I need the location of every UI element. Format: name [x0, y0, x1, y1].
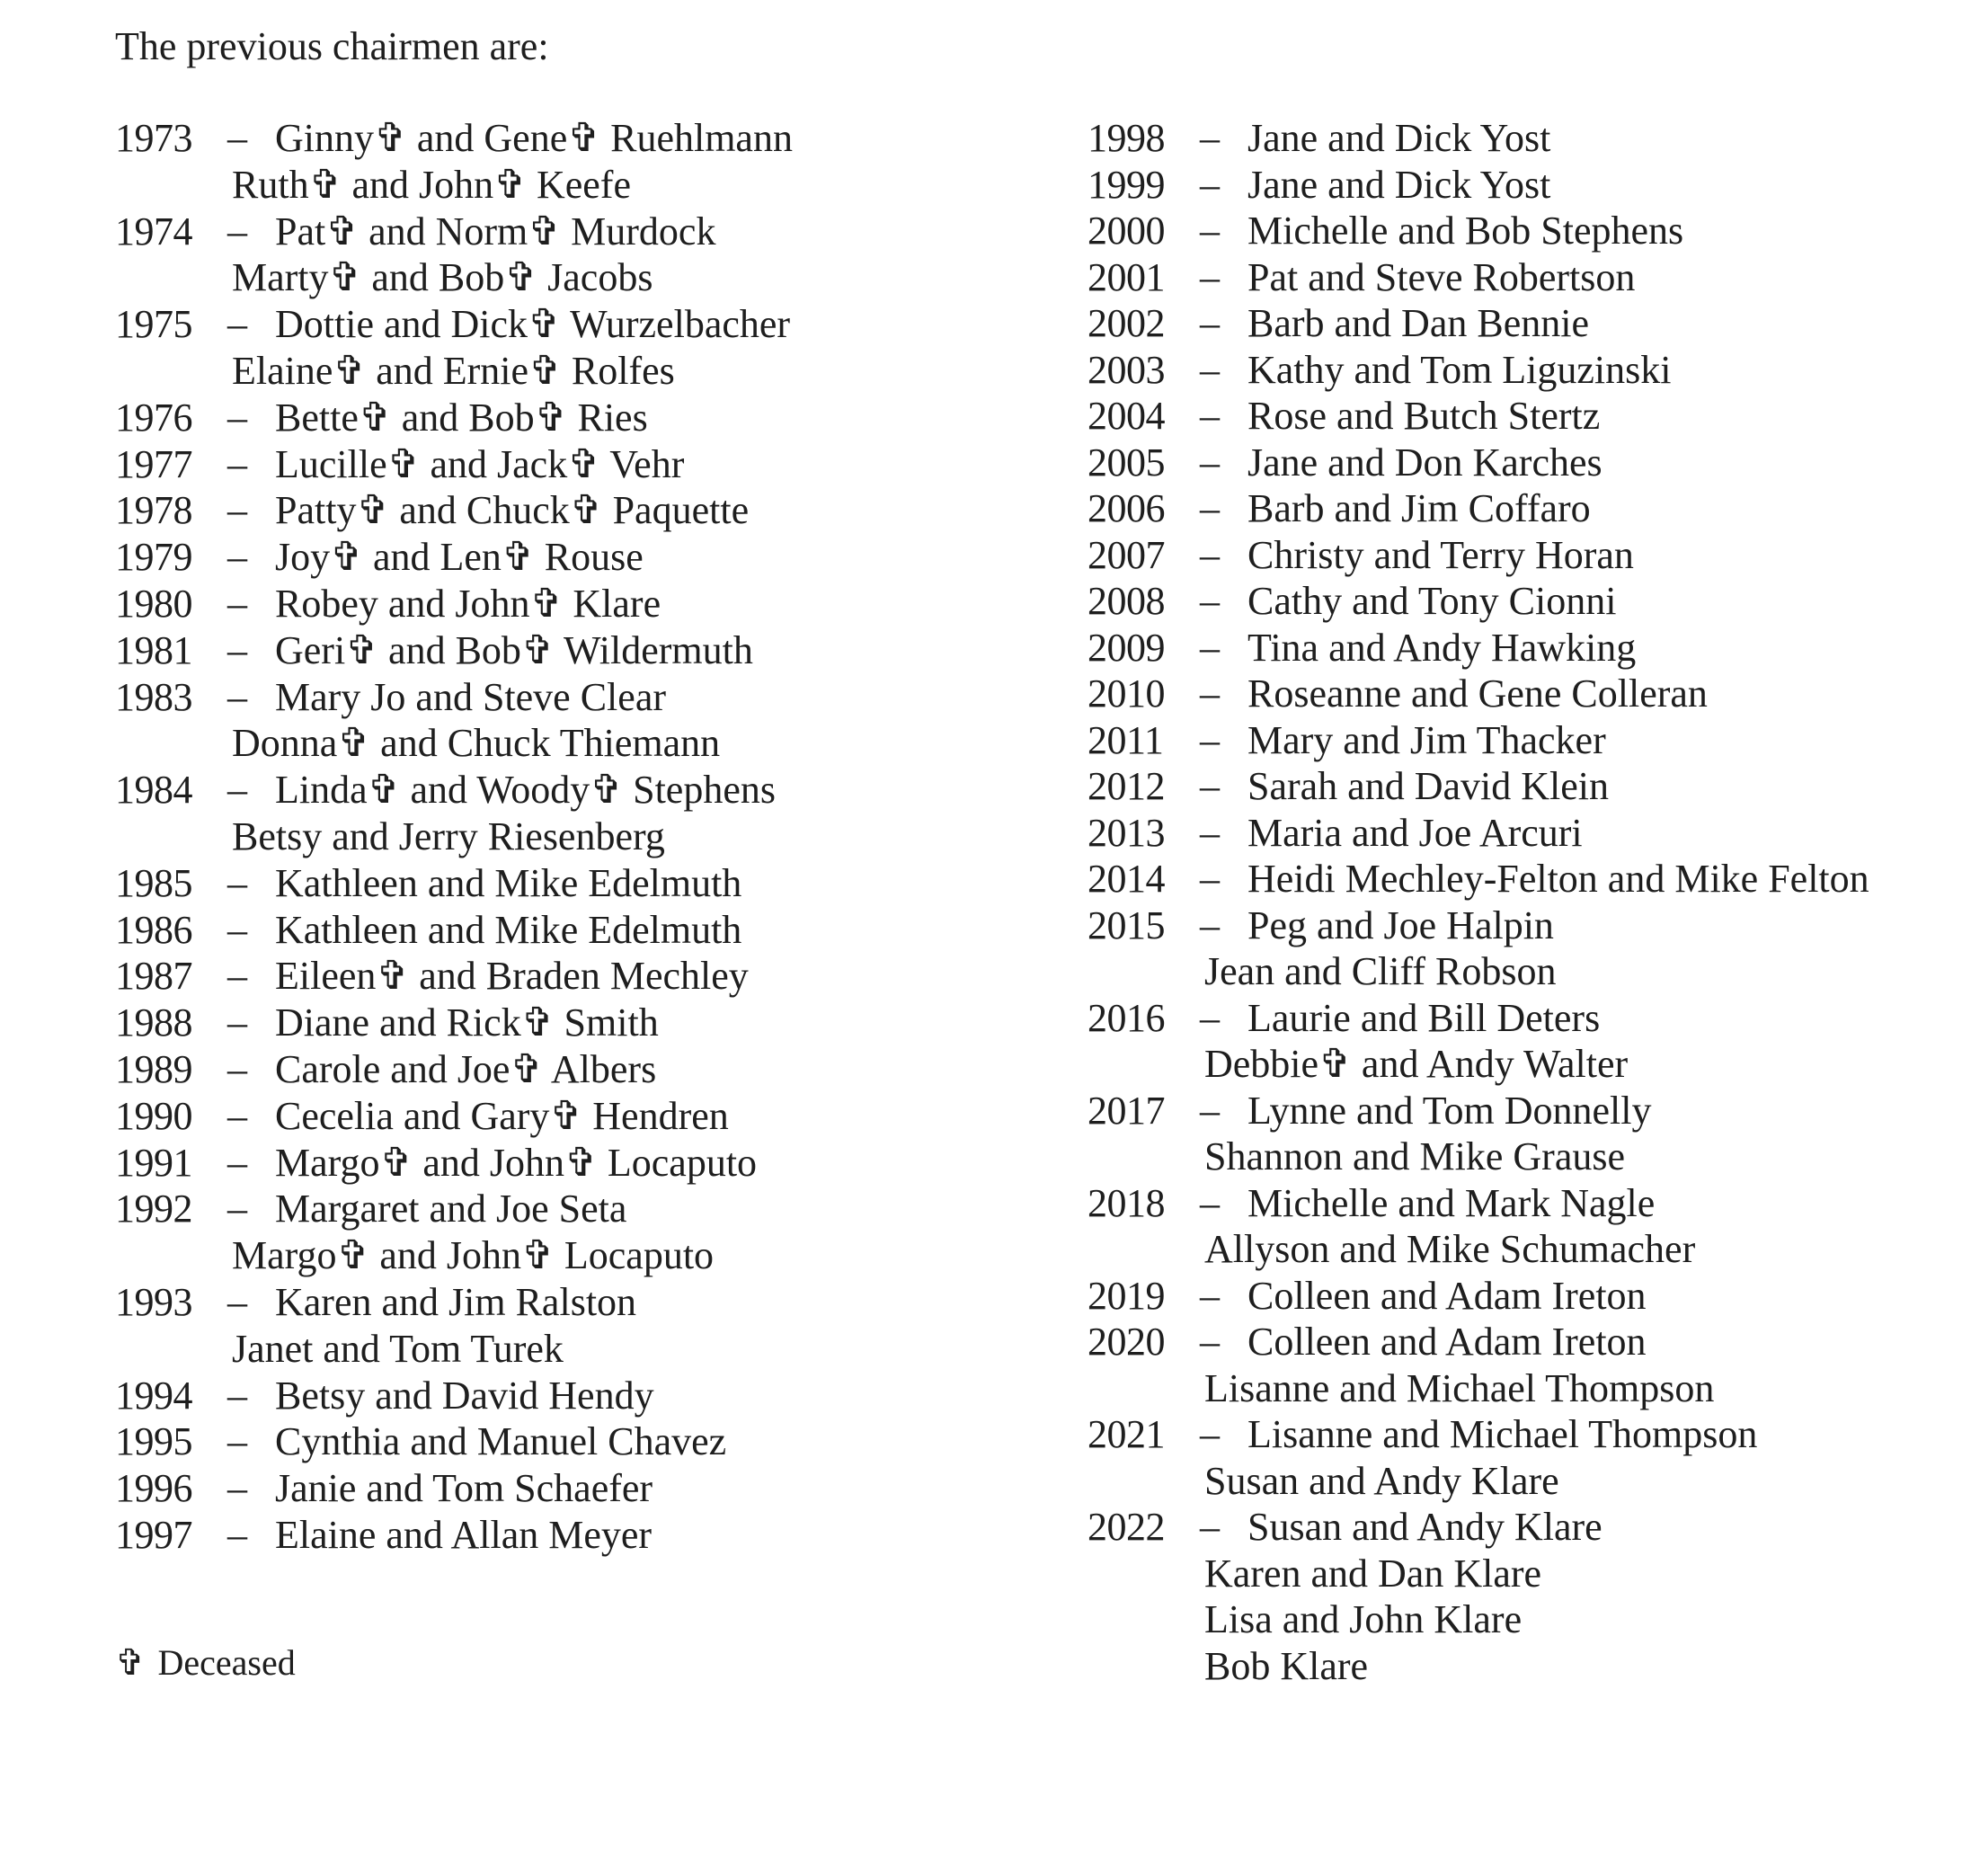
chair-entry — [115, 674, 793, 768]
chair-entry — [115, 1000, 793, 1046]
chair-names: Margaret and Joe Seta — [275, 1187, 627, 1231]
chair-line — [115, 1140, 793, 1187]
chair-year: 2021 — [1088, 1412, 1165, 1456]
chair-names: Kathleen and Mike Edelmuth — [275, 860, 742, 905]
chair-line — [1088, 485, 1869, 532]
chair-year: 2015 — [1088, 902, 1165, 947]
year-dash: – — [227, 1279, 247, 1324]
year-dash: – — [1200, 810, 1220, 855]
chair-line — [1088, 1458, 1869, 1505]
chair-line — [115, 1000, 793, 1046]
chair-names: Janie and Tom Schaefer — [275, 1466, 653, 1511]
chair-year: 1981 — [115, 627, 192, 672]
chair-entry — [115, 627, 793, 674]
chair-line — [1088, 1180, 1869, 1227]
chair-entry — [115, 1140, 793, 1187]
chairmen-list-right — [1088, 115, 1869, 1689]
chair-line — [1088, 1365, 1869, 1412]
chair-entry — [115, 1512, 793, 1559]
chair-year: 2003 — [1088, 347, 1165, 392]
chair-names: Maria and Joe Arcuri — [1247, 810, 1583, 855]
year-dash: – — [1200, 579, 1220, 623]
chair-line — [115, 1465, 793, 1512]
chair-year: 1974 — [115, 209, 192, 253]
year-dash: – — [1200, 440, 1220, 485]
chair-names: Diane and Rick✞ Smith — [275, 1000, 659, 1045]
year-dash: – — [1200, 1180, 1220, 1225]
chair-line — [1088, 1088, 1869, 1134]
chair-names: Patty✞ and Chuck✞ Paquette — [275, 488, 750, 533]
year-dash: – — [1200, 902, 1220, 947]
chair-line — [115, 162, 793, 209]
chair-names: Karen and Jim Ralston — [275, 1279, 637, 1324]
chair-entry — [1088, 856, 1869, 902]
chair-year: 2022 — [1088, 1505, 1165, 1549]
chair-entry — [1088, 902, 1869, 995]
chair-names: Karen and Dan Klare — [1204, 1551, 1542, 1596]
chair-entry — [115, 1418, 793, 1465]
chair-line — [115, 767, 793, 814]
year-dash: – — [227, 1140, 247, 1185]
chair-names: Kathy and Tom Liguzinski — [1247, 347, 1672, 392]
chair-line — [115, 581, 793, 627]
chair-names: Bette✞ and Bob✞ Ries — [275, 395, 648, 440]
chair-names: Elaine✞ and Ernie✞ Rolfes — [232, 348, 675, 393]
chair-year: 1979 — [115, 535, 192, 580]
chair-year: 2005 — [1088, 440, 1165, 485]
chair-line — [1088, 1596, 1869, 1643]
year-dash: – — [227, 627, 247, 672]
year-dash: – — [1200, 254, 1220, 299]
chair-line — [1088, 1273, 1869, 1320]
chair-names: Ginny✞ and Gene✞ Ruehlmann — [275, 116, 793, 160]
year-dash: – — [227, 1046, 247, 1091]
chair-entry — [115, 1279, 793, 1373]
chair-line — [115, 254, 793, 301]
chair-line — [115, 395, 793, 441]
chair-year: 1975 — [115, 302, 192, 347]
chair-year: 1977 — [115, 441, 192, 486]
chair-line — [1088, 1643, 1869, 1690]
year-dash: – — [1200, 1088, 1220, 1133]
year-dash: – — [227, 1512, 247, 1557]
chair-line — [1088, 532, 1869, 579]
chair-names: Linda✞ and Woody✞ Stephens — [275, 768, 776, 813]
chair-year: 1987 — [115, 954, 192, 999]
chair-entry — [1088, 1504, 1869, 1689]
chair-year: 2020 — [1088, 1320, 1165, 1364]
chair-names: Roseanne and Gene Colleran — [1247, 671, 1708, 716]
chair-entry — [115, 534, 793, 581]
chair-line — [1088, 810, 1869, 857]
chair-names: Joy✞ and Len✞ Rouse — [275, 535, 644, 580]
year-dash: – — [1200, 717, 1220, 762]
chair-entry — [115, 487, 793, 534]
chair-year: 2017 — [1088, 1088, 1165, 1133]
chair-names: Michelle and Mark Nagle — [1247, 1180, 1656, 1225]
chair-year: 2018 — [1088, 1180, 1165, 1225]
chair-names: Susan and Andy Klare — [1247, 1505, 1603, 1549]
year-dash: – — [227, 1093, 247, 1138]
chair-entry — [115, 1093, 793, 1140]
chair-entry — [1088, 1411, 1869, 1504]
chair-names: Lisa and John Klare — [1204, 1597, 1523, 1641]
chair-entry — [1088, 532, 1869, 579]
chair-year: 2016 — [1088, 995, 1165, 1040]
chair-line — [1088, 1041, 1869, 1088]
chair-line — [1088, 1551, 1869, 1597]
chair-names: Sarah and David Klein — [1247, 764, 1609, 808]
year-dash: – — [227, 581, 247, 626]
chair-names: Jane and Don Karches — [1247, 440, 1603, 485]
chair-names: Donna✞ and Chuck Thiemann — [232, 721, 721, 766]
chair-entry — [1088, 763, 1869, 810]
chair-year: 1988 — [115, 1000, 192, 1045]
chair-entry — [1088, 810, 1869, 857]
year-dash: – — [1200, 486, 1220, 530]
year-dash: – — [227, 488, 247, 533]
chair-names: Allyson and Mike Schumacher — [1204, 1227, 1696, 1271]
chair-line — [1088, 1504, 1869, 1551]
chair-line — [115, 953, 793, 1000]
chair-line — [1088, 578, 1869, 625]
chair-line — [115, 534, 793, 581]
chair-names: Lucille✞ and Jack✞ Vehr — [275, 441, 685, 486]
chair-year: 1990 — [115, 1093, 192, 1138]
chair-entry — [1088, 485, 1869, 532]
year-dash: – — [1200, 764, 1220, 808]
deceased-legend — [115, 1636, 296, 1690]
chair-line — [1088, 902, 1869, 949]
chair-year: 1992 — [115, 1187, 192, 1231]
year-dash: – — [1200, 1320, 1220, 1364]
chair-year: 2006 — [1088, 486, 1165, 530]
chair-names: Ruth✞ and John✞ Keefe — [232, 162, 631, 207]
year-dash: – — [227, 907, 247, 952]
chair-year: 2012 — [1088, 764, 1165, 808]
chair-names: Carole and Joe✞ Albers — [275, 1046, 657, 1091]
chair-entry — [115, 1465, 793, 1512]
chair-entry — [115, 301, 793, 395]
chair-names: Christy and Terry Horan — [1247, 532, 1634, 577]
year-dash: – — [1200, 671, 1220, 716]
chair-names: Cynthia and Manuel Chavez — [275, 1419, 727, 1464]
year-dash: – — [1200, 394, 1220, 438]
chair-year: 1986 — [115, 907, 192, 952]
chair-line — [115, 860, 793, 907]
chair-names: Eileen✞ and Braden Mechley — [275, 954, 749, 999]
chair-names: Kathleen and Mike Edelmuth — [275, 907, 742, 952]
chair-year: 1993 — [115, 1279, 192, 1324]
year-dash: – — [1200, 532, 1220, 577]
chair-year: 1991 — [115, 1140, 192, 1185]
year-dash: – — [1200, 625, 1220, 670]
chair-line — [1088, 995, 1869, 1042]
chair-names: Marty✞ and Bob✞ Jacobs — [232, 255, 653, 300]
chair-names: Lisanne and Michael Thompson — [1204, 1365, 1715, 1410]
chair-year: 1985 — [115, 860, 192, 905]
chair-year: 2000 — [1088, 209, 1165, 253]
chairmen-list-left — [115, 115, 793, 1559]
chair-year: 1983 — [115, 674, 192, 719]
chair-entry — [115, 1373, 793, 1419]
chair-line — [1088, 763, 1869, 810]
chair-year: 1997 — [115, 1512, 192, 1557]
chair-names: Tina and Andy Hawking — [1247, 625, 1637, 670]
chair-line — [1088, 440, 1869, 486]
chair-line — [1088, 162, 1869, 209]
year-dash: – — [227, 860, 247, 905]
chair-names: Janet and Tom Turek — [232, 1326, 564, 1371]
chair-names: Bob Klare — [1204, 1643, 1369, 1688]
chair-year: 2013 — [1088, 810, 1165, 855]
chair-entry — [115, 209, 793, 302]
chair-entry — [1088, 393, 1869, 440]
chair-names: Barb and Jim Coffaro — [1247, 486, 1591, 530]
year-dash: – — [227, 674, 247, 719]
year-dash: – — [227, 954, 247, 999]
chair-names: Betsy and David Hendy — [275, 1373, 654, 1418]
chair-year: 2011 — [1088, 717, 1164, 762]
chair-names: Pat and Steve Robertson — [1247, 254, 1636, 299]
chair-line — [1088, 347, 1869, 394]
chair-entry — [115, 907, 793, 954]
year-dash: – — [227, 1187, 247, 1231]
chair-names: Geri✞ and Bob✞ Wildermuth — [275, 627, 753, 672]
chair-names: Mary Jo and Steve Clear — [275, 674, 666, 719]
chair-line — [115, 487, 793, 534]
chair-line — [1088, 1319, 1869, 1365]
chair-year: 2001 — [1088, 254, 1165, 299]
chair-line — [115, 1373, 793, 1419]
chair-year: 1984 — [115, 768, 192, 813]
chair-line — [115, 1046, 793, 1093]
chair-line — [115, 1093, 793, 1140]
chair-line — [1088, 1411, 1869, 1458]
chair-line — [115, 348, 793, 395]
year-dash: – — [1200, 162, 1220, 207]
chair-names: Margo✞ and John✞ Locaputo — [232, 1233, 715, 1278]
year-dash: – — [1200, 1505, 1220, 1549]
year-dash: – — [227, 1373, 247, 1418]
chair-year: 1996 — [115, 1466, 192, 1511]
year-dash: – — [227, 209, 247, 253]
chair-line — [1088, 625, 1869, 671]
chair-names: Colleen and Adam Ireton — [1247, 1273, 1647, 1318]
chair-line — [115, 1512, 793, 1559]
chair-year: 1978 — [115, 488, 192, 533]
chair-entry — [1088, 347, 1869, 394]
chair-line — [115, 115, 793, 162]
cross-icon: ✞ — [115, 1642, 146, 1683]
chair-line — [1088, 300, 1869, 347]
year-dash: – — [227, 116, 247, 160]
chair-names: Heidi Mechley-Felton and Mike Felton — [1247, 857, 1869, 901]
chair-entry — [1088, 1273, 1869, 1320]
chair-year: 2007 — [1088, 532, 1165, 577]
year-dash: – — [227, 1466, 247, 1511]
chair-line — [1088, 393, 1869, 440]
chair-year: 2014 — [1088, 857, 1165, 901]
chair-names: Cecelia and Gary✞ Hendren — [275, 1093, 729, 1138]
chair-line — [1088, 856, 1869, 902]
year-dash: – — [1200, 209, 1220, 253]
chair-entry — [1088, 717, 1869, 764]
year-dash: – — [1200, 1412, 1220, 1456]
chair-entry — [115, 395, 793, 441]
chair-line — [1088, 671, 1869, 717]
chair-names: Mary and Jim Thacker — [1247, 717, 1606, 762]
year-dash: – — [1200, 116, 1220, 160]
year-dash: – — [1200, 995, 1220, 1040]
year-dash: – — [1200, 347, 1220, 392]
chair-line — [115, 627, 793, 674]
chair-entry — [115, 115, 793, 209]
chair-names: Susan and Andy Klare — [1204, 1458, 1559, 1503]
chair-entry — [115, 1046, 793, 1093]
chair-line — [115, 1418, 793, 1465]
chair-entry — [1088, 625, 1869, 671]
chair-entry — [1088, 115, 1869, 162]
chair-year: 1973 — [115, 116, 192, 160]
chair-entry — [1088, 162, 1869, 209]
chair-names: Barb and Dan Bennie — [1247, 301, 1589, 345]
chair-line — [115, 441, 793, 488]
chair-names: Shannon and Mike Grause — [1204, 1134, 1626, 1178]
chair-entry — [115, 441, 793, 488]
chair-entry — [1088, 254, 1869, 301]
chair-names: Debbie✞ and Andy Walter — [1204, 1042, 1629, 1086]
chair-year: 2010 — [1088, 671, 1165, 716]
chair-year: 1999 — [1088, 162, 1165, 207]
chair-names: Michelle and Bob Stephens — [1247, 209, 1684, 253]
chair-line — [115, 907, 793, 954]
year-dash: – — [1200, 1273, 1220, 1318]
chair-names: Elaine and Allan Meyer — [275, 1512, 653, 1557]
year-dash: – — [1200, 857, 1220, 901]
chair-line — [1088, 948, 1869, 995]
chair-year: 1976 — [115, 395, 192, 440]
intro-heading: The previous chairmen are: — [115, 24, 549, 68]
chair-year: 1980 — [115, 581, 192, 626]
chair-names: Colleen and Adam Ireton — [1247, 1320, 1647, 1364]
chair-names: Cathy and Tony Cionni — [1247, 579, 1617, 623]
year-dash: – — [227, 302, 247, 347]
chair-entry — [1088, 1088, 1869, 1180]
chair-names: Margo✞ and John✞ Locaputo — [275, 1140, 758, 1185]
year-dash: – — [227, 395, 247, 440]
chair-entry — [1088, 208, 1869, 254]
chair-entry — [115, 767, 793, 860]
chair-year: 1989 — [115, 1046, 192, 1091]
chair-line — [1088, 115, 1869, 162]
legend-label: Deceased — [157, 1642, 296, 1683]
chair-entry — [115, 1186, 793, 1279]
chair-year: 1998 — [1088, 116, 1165, 160]
chair-line — [1088, 208, 1869, 254]
chair-year: 2004 — [1088, 394, 1165, 438]
chair-names: Betsy and Jerry Riesenberg — [232, 814, 665, 858]
chair-names: Lisanne and Michael Thompson — [1247, 1412, 1758, 1456]
year-dash: – — [227, 768, 247, 813]
chair-entry — [1088, 578, 1869, 625]
chair-names: Dottie and Dick✞ Wurzelbacher — [275, 302, 791, 347]
year-dash: – — [227, 1000, 247, 1045]
chair-entry — [1088, 440, 1869, 486]
chair-entry — [1088, 300, 1869, 347]
chair-line — [115, 674, 793, 721]
chair-line — [115, 1186, 793, 1232]
chair-names: Peg and Joe Halpin — [1247, 902, 1554, 947]
chair-names: Robey and John✞ Klare — [275, 581, 661, 626]
year-dash: – — [227, 441, 247, 486]
year-dash: – — [1200, 301, 1220, 345]
chair-names: Jane and Dick Yost — [1247, 162, 1551, 207]
chair-line — [115, 1326, 793, 1373]
chair-year: 2008 — [1088, 579, 1165, 623]
chair-entry — [1088, 995, 1869, 1088]
chair-entry — [115, 860, 793, 907]
chair-line — [115, 301, 793, 348]
chair-year: 2019 — [1088, 1273, 1165, 1318]
chair-year: 2009 — [1088, 625, 1165, 670]
chair-year: 1994 — [115, 1373, 192, 1418]
chair-line — [115, 1232, 793, 1279]
chair-line — [115, 1279, 793, 1326]
chair-line — [115, 814, 793, 860]
year-dash: – — [227, 1419, 247, 1464]
chair-line — [1088, 1226, 1869, 1273]
chair-entry — [1088, 1319, 1869, 1411]
chair-line — [1088, 254, 1869, 301]
year-dash: – — [227, 535, 247, 580]
chair-names: Jean and Cliff Robson — [1204, 949, 1557, 993]
chair-line — [1088, 1134, 1869, 1180]
chair-names: Rose and Butch Stertz — [1247, 394, 1601, 438]
chair-year: 1995 — [115, 1419, 192, 1464]
chair-line — [115, 209, 793, 255]
chair-year: 2002 — [1088, 301, 1165, 345]
chair-names: Jane and Dick Yost — [1247, 116, 1551, 160]
chair-line — [1088, 717, 1869, 764]
chair-line — [115, 720, 793, 767]
chair-names: Lynne and Tom Donnelly — [1247, 1088, 1652, 1133]
chair-entry — [1088, 671, 1869, 717]
chair-entry — [115, 953, 793, 1000]
chair-names: Pat✞ and Norm✞ Murdock — [275, 209, 716, 253]
chair-entry — [115, 581, 793, 627]
chair-names: Laurie and Bill Deters — [1247, 995, 1601, 1040]
chair-entry — [1088, 1180, 1869, 1273]
